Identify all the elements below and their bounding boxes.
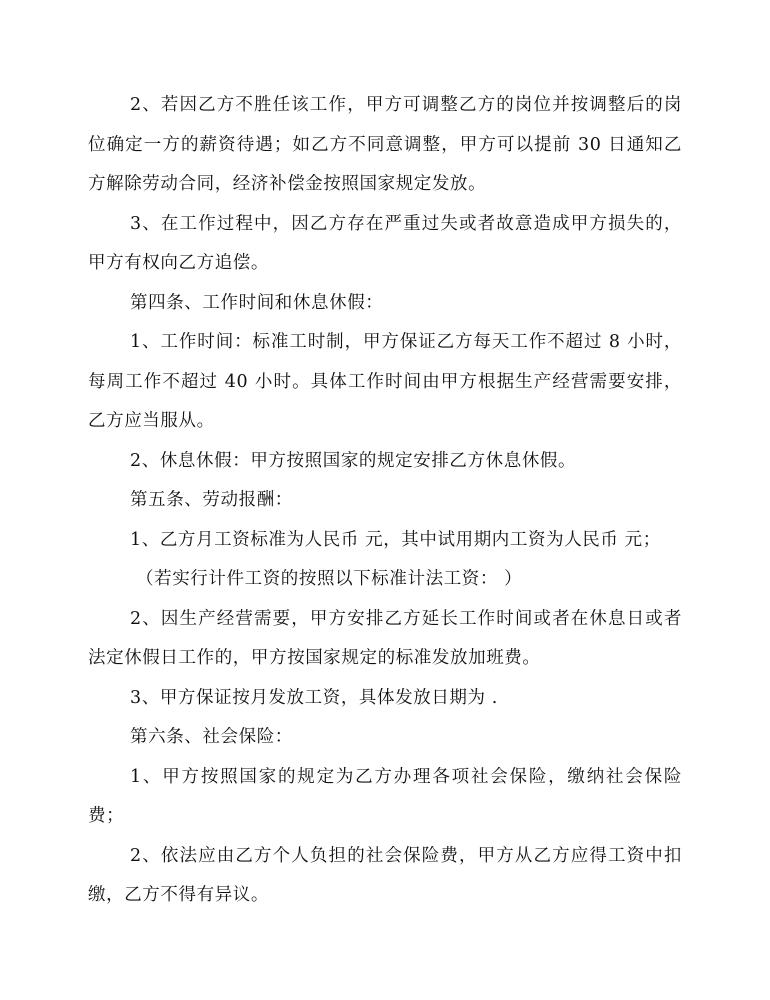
clause-4-2-rest-leave: 2、休息休假：甲方按照国家的规定安排乙方休息休假。 [130,450,577,471]
clause-6-1-social-insurance: 1、甲方按照国家的规定为乙方办理各项社会保险，缴纳社会保险费； [88,766,682,826]
clause-4-1-working-hours: 1、工作时间：标准工时制，甲方保证乙方每天工作不超过 8 小时，每周工作不超过 40 小时。具体工作时间由甲方根据生产经营需要安排，乙方应当服从。 [88,332,682,431]
piecework-wage-note: （若实行计件工资的按照以下标准计法工资： ） [136,569,523,589]
clause-5-1-monthly-wage: 1、乙方月工资标准为人民币 元，其中试用期内工资为人民币 元； [130,529,661,550]
clause-5-3-payment-date: 3、甲方保证按月发放工资，具体发放日期为 . [130,687,498,708]
clause-3-2-job-adjustment: 2、若因乙方不胜任该工作，甲方可调整乙方的岗位并按调整后的岗位确定一方的薪资待遇；如乙方不同意调整，甲方可以提前 30 日通知乙方解除劳动合同，经济补偿金按照国家规定发放。 [88,95,682,194]
clause-6-2-insurance-deduction: 2、依法应由乙方个人负担的社会保险费，甲方从乙方应得工资中扣缴，乙方不得有异议。 [88,845,682,905]
document-page [88,86,682,916]
clause-3-3-compensation-claim: 3、在工作过程中，因乙方存在严重过失或者故意造成甲方损失的，甲方有权向乙方追偿。 [88,213,682,273]
article-4-heading: 第四条、工作时间和休息休假： [130,292,384,313]
clause-5-2-overtime-pay: 2、因生产经营需要，甲方安排乙方延长工作时间或者在休息日或者法定休假日工作的，甲方按国家规定的标准发放加班费。 [88,608,682,668]
article-6-heading: 第六条、社会保险： [130,727,293,747]
article-5-heading: 第五条、劳动报酬： [130,490,293,510]
